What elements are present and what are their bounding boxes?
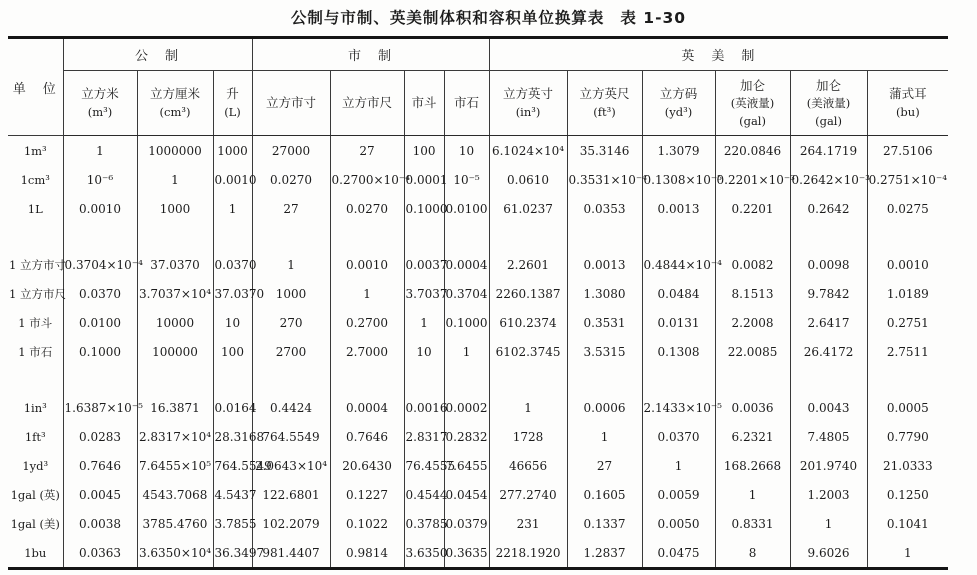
table-row: [8, 279, 948, 308]
table-cell: 10: [213, 308, 252, 337]
table-cell: 0.3531×10⁻⁴: [567, 165, 642, 194]
spacer-cell: [642, 223, 715, 250]
table-cell: 1.3079: [642, 136, 715, 166]
spacer-cell: [444, 366, 489, 393]
table-cell: 0.3704×10⁻⁴: [63, 250, 137, 279]
table-cell: 610.2374: [489, 308, 567, 337]
table-cell: 0.1022: [330, 509, 404, 538]
table-cell: 3785.4760: [137, 509, 213, 538]
table-cell: 1000: [137, 194, 213, 223]
table-cell: 37.0370: [137, 250, 213, 279]
table-cell: 0.4544: [404, 480, 444, 509]
table-cell: 0.1605: [567, 480, 642, 509]
table-cell: 0.1227: [330, 480, 404, 509]
spacer-cell: [567, 366, 642, 393]
table-cell: 4543.7068: [137, 480, 213, 509]
table-cell: 270: [252, 308, 330, 337]
table-cell: 0.3635: [444, 538, 489, 569]
table-cell: 0.2700×10⁻⁴: [330, 165, 404, 194]
table-cell: 0.4844×10⁻⁴: [642, 250, 715, 279]
table-cell: 2.2601: [489, 250, 567, 279]
table-cell: 1.0189: [867, 279, 948, 308]
column-header-5: 市斗: [404, 71, 444, 136]
table-cell: 27: [330, 136, 404, 166]
table-cell: 0.0045: [63, 480, 137, 509]
table-cell: 220.0846: [715, 136, 790, 166]
table-cell: 0.7646: [63, 451, 137, 480]
table-cell: 764.5549: [213, 451, 252, 480]
table-cell: 2.8317×10⁴: [137, 422, 213, 451]
table-cell: 0.0379: [444, 509, 489, 538]
table-cell: 0.3531: [567, 308, 642, 337]
spacer-cell: [867, 223, 948, 250]
conversion-table: [8, 36, 948, 570]
table-cell: 3.7037×10⁴: [137, 279, 213, 308]
table-cell: 7.6455×10⁵: [137, 451, 213, 480]
table-cell: 201.9740: [790, 451, 867, 480]
table-cell: 0.0010: [867, 250, 948, 279]
table-cell: 0.0005: [867, 393, 948, 422]
row-label: 1 立方市寸: [9, 257, 66, 272]
table-cell: 2.7511: [867, 337, 948, 366]
table-cell: 9.7842: [790, 279, 867, 308]
table-body: [8, 136, 948, 569]
table-cell: 100: [404, 136, 444, 166]
table-cell: 0.0283: [63, 422, 137, 451]
table-cell: 21.0333: [867, 451, 948, 480]
spacer-cell: [330, 366, 404, 393]
table-cell: 1: [567, 422, 642, 451]
table-cell: 1: [790, 509, 867, 538]
table-cell: 3.5315: [567, 337, 642, 366]
table-cell: 0.8331: [715, 509, 790, 538]
column-header-10: 加仑 (英液量) (gal): [715, 71, 790, 136]
table-cell: 2.7000: [330, 337, 404, 366]
table-cell: 0.2700: [330, 308, 404, 337]
table-cell: 0.0370: [63, 279, 137, 308]
row-label: 1bu: [24, 545, 47, 560]
table-cell: 0.0475: [642, 538, 715, 569]
table-cell: 2218.1920: [489, 538, 567, 569]
table-cell: 0.4424: [252, 393, 330, 422]
column-header-11: 加仑 (美液量) (gal): [790, 71, 867, 136]
table-cell: 0.0454: [444, 480, 489, 509]
table-row: [8, 538, 948, 569]
table-cell: 1: [404, 308, 444, 337]
table-cell: 981.4407: [252, 538, 330, 569]
table-cell: 0.0100: [444, 194, 489, 223]
table-cell: 0.2201×10⁻³: [715, 165, 790, 194]
spacer-cell: [489, 366, 567, 393]
page-title: [0, 0, 977, 28]
table-cell: 6.2321: [715, 422, 790, 451]
table-cell: 0.0013: [642, 194, 715, 223]
table-cell: 231: [489, 509, 567, 538]
row-label: 1 市斗: [18, 315, 53, 330]
table-cell: 0.0038: [63, 509, 137, 538]
table-cell: 0.2751: [867, 308, 948, 337]
table-cell: 7.4805: [790, 422, 867, 451]
table-cell: 1000: [252, 279, 330, 308]
table-cell: 0.0164: [213, 393, 252, 422]
group-header-2: 英 美 制: [489, 38, 948, 71]
spacer-cell: [252, 366, 330, 393]
spacer-cell: [8, 223, 63, 250]
table-cell: 8: [715, 538, 790, 569]
header-group-row: [8, 38, 948, 71]
table-row: [8, 337, 948, 366]
table-cell: 0.9814: [330, 538, 404, 569]
row-label: 1yd³: [22, 458, 49, 473]
table-cell: 28.3168: [213, 422, 252, 451]
table-cell: 1: [63, 136, 137, 166]
row-label: 1gal (英): [10, 487, 60, 502]
table-cell: 122.6801: [252, 480, 330, 509]
spacer-cell: [330, 223, 404, 250]
table-cell: 0.2832: [444, 422, 489, 451]
table-cell: 0.0010: [213, 165, 252, 194]
table-row: [8, 250, 948, 279]
table-cell: 764.5549: [252, 422, 330, 451]
column-header-7: 立方英寸 (in³): [489, 71, 567, 136]
table-row: [8, 451, 948, 480]
table-cell: 0.0484: [642, 279, 715, 308]
table-cell: 0.1041: [867, 509, 948, 538]
row-label: 1gal (美): [10, 516, 60, 531]
spacer-cell: [137, 223, 213, 250]
spacer-cell: [8, 366, 63, 393]
table-cell: 2.2008: [715, 308, 790, 337]
table-cell: 4.5437: [213, 480, 252, 509]
unit-corner-header: 单 位: [8, 38, 63, 136]
table-head: [8, 38, 948, 136]
table-cell: 1.3080: [567, 279, 642, 308]
row-label: 1 市石: [18, 344, 53, 359]
table-cell: 1: [252, 250, 330, 279]
table-cell: 46656: [489, 451, 567, 480]
table-cell: 277.2740: [489, 480, 567, 509]
table-cell: 0.2751×10⁻⁴: [867, 165, 948, 194]
table-row: [8, 422, 948, 451]
table-cell: 2.1433×10⁻⁵: [642, 393, 715, 422]
table-cell: 0.0353: [567, 194, 642, 223]
column-header-0: 立方米 (m³): [63, 71, 137, 136]
table-cell: 100000: [137, 337, 213, 366]
column-header-12: 蒲式耳 (bu): [867, 71, 948, 136]
table-cell: 0.0043: [790, 393, 867, 422]
table-cell: 0.0098: [790, 250, 867, 279]
table-cell: 0.0610: [489, 165, 567, 194]
table-row: [8, 165, 948, 194]
table-cell: 1.2837: [567, 538, 642, 569]
table-cell: 20.6430: [330, 451, 404, 480]
table-cell: 3.6350×10⁴: [137, 538, 213, 569]
table-cell: 36.3497: [213, 538, 252, 569]
table-cell: 6.1024×10⁴: [489, 136, 567, 166]
table-cell: 0.2642: [790, 194, 867, 223]
table-cell: 2.0643×10⁴: [252, 451, 330, 480]
table-cell: 1: [642, 451, 715, 480]
table-cell: 22.0085: [715, 337, 790, 366]
table-cell: 2.6417: [790, 308, 867, 337]
table-cell: 35.3146: [567, 136, 642, 166]
row-label: 1 立方市尺: [9, 286, 66, 301]
table-cell: 1.2003: [790, 480, 867, 509]
table-cell: 0.0016: [404, 393, 444, 422]
spacer-cell: [642, 366, 715, 393]
spacer-cell: [213, 366, 252, 393]
column-header-4: 立方市尺: [330, 71, 404, 136]
table-cell: 0.3704: [444, 279, 489, 308]
table-cell: 0.0013: [567, 250, 642, 279]
table-number: 表 1-30: [620, 9, 687, 27]
table-cell: 0.0059: [642, 480, 715, 509]
spacer-cell: [63, 223, 137, 250]
spacer-cell: [790, 223, 867, 250]
table-cell: 0.1308×10⁻⁵: [642, 165, 715, 194]
column-header-2: 升 (L): [213, 71, 252, 136]
table-cell: 0.0010: [63, 194, 137, 223]
table-cell: 8.1513: [715, 279, 790, 308]
table-cell: 100: [213, 337, 252, 366]
table-cell: 0.0131: [642, 308, 715, 337]
row-label: 1m³: [23, 143, 47, 158]
spacer-cell: [489, 223, 567, 250]
spacer-cell: [715, 366, 790, 393]
table-cell: 1: [444, 337, 489, 366]
table-cell: 0.0275: [867, 194, 948, 223]
table-cell: 1.6387×10⁻⁵: [63, 393, 137, 422]
header-column-row: [8, 71, 948, 136]
table-cell: 3.7855: [213, 509, 252, 538]
row-label: 1in³: [23, 400, 47, 415]
table-cell: 1: [137, 165, 213, 194]
spacer-row: [8, 366, 948, 393]
table-cell: 0.0270: [330, 194, 404, 223]
table-cell: 0.1337: [567, 509, 642, 538]
table-cell: 0.3785: [404, 509, 444, 538]
row-label: 1ft³: [24, 429, 46, 444]
table-row: [8, 509, 948, 538]
table-row: [8, 194, 948, 223]
column-header-6: 市石: [444, 71, 489, 136]
table-cell: 0.0010: [330, 250, 404, 279]
table-cell: 6102.3745: [489, 337, 567, 366]
spacer-cell: [867, 366, 948, 393]
table-cell: 10: [444, 136, 489, 166]
table-cell: 0.1000: [404, 194, 444, 223]
table-cell: 0.0036: [715, 393, 790, 422]
group-header-1: 市 制: [252, 38, 489, 71]
column-header-9: 立方码 (yd³): [642, 71, 715, 136]
table-cell: 0.0006: [567, 393, 642, 422]
table-cell: 1: [330, 279, 404, 308]
table-cell: 27: [252, 194, 330, 223]
table-cell: 0.0050: [642, 509, 715, 538]
table-cell: 0.0004: [444, 250, 489, 279]
table-cell: 0.0363: [63, 538, 137, 569]
table-cell: 10000: [137, 308, 213, 337]
spacer-cell: [567, 223, 642, 250]
table-cell: 27000: [252, 136, 330, 166]
table-cell: 264.1719: [790, 136, 867, 166]
table-cell: 2260.1387: [489, 279, 567, 308]
column-header-1: 立方厘米 (cm³): [137, 71, 213, 136]
table-cell: 0.7790: [867, 422, 948, 451]
table-cell: 2700: [252, 337, 330, 366]
spacer-cell: [790, 366, 867, 393]
table-cell: 10⁻⁵: [444, 165, 489, 194]
table-title-text: 公制与市制、英美制体积和容积单位换算表: [290, 9, 605, 27]
table-cell: 0.0001: [404, 165, 444, 194]
table-cell: 0.1250: [867, 480, 948, 509]
table-cell: 10: [404, 337, 444, 366]
table-row: [8, 136, 948, 166]
table-cell: 0.0004: [330, 393, 404, 422]
table-row: [8, 393, 948, 422]
table-cell: 26.4172: [790, 337, 867, 366]
table-cell: 0.0270: [252, 165, 330, 194]
table-cell: 0.1000: [444, 308, 489, 337]
table-cell: 0.2642×10⁻³: [790, 165, 867, 194]
table-cell: 102.2079: [252, 509, 330, 538]
table-cell: 0.0370: [642, 422, 715, 451]
table-cell: 27.5106: [867, 136, 948, 166]
table-row: [8, 480, 948, 509]
table-cell: 0.0100: [63, 308, 137, 337]
table-cell: 27: [567, 451, 642, 480]
spacer-cell: [137, 366, 213, 393]
table-cell: 0.7646: [330, 422, 404, 451]
table-cell: 0.0037: [404, 250, 444, 279]
spacer-cell: [404, 223, 444, 250]
row-label: 1cm³: [20, 172, 50, 187]
table-cell: 1: [213, 194, 252, 223]
table-cell: 1000: [213, 136, 252, 166]
table-cell: 0.0082: [715, 250, 790, 279]
table-cell: 1000000: [137, 136, 213, 166]
table-cell: 9.6026: [790, 538, 867, 569]
table-cell: 3.6350: [404, 538, 444, 569]
table-cell: 1728: [489, 422, 567, 451]
spacer-cell: [404, 366, 444, 393]
table-cell: 0.2201: [715, 194, 790, 223]
table-cell: 16.3871: [137, 393, 213, 422]
table-cell: 1: [867, 538, 948, 569]
spacer-row: [8, 223, 948, 250]
group-header-0: 公 制: [63, 38, 252, 71]
spacer-cell: [715, 223, 790, 250]
table-cell: 0.1000: [63, 337, 137, 366]
row-label: 1L: [27, 201, 43, 216]
table-cell: 1: [715, 480, 790, 509]
table-cell: 0.1308: [642, 337, 715, 366]
table-cell: 76.4555: [404, 451, 444, 480]
table-cell: 3.7037: [404, 279, 444, 308]
column-header-8: 立方英尺 (ft³): [567, 71, 642, 136]
table-row: [8, 308, 948, 337]
table-cell: 0.0370: [213, 250, 252, 279]
table-cell: 10⁻⁶: [63, 165, 137, 194]
column-header-3: 立方市寸: [252, 71, 330, 136]
spacer-cell: [213, 223, 252, 250]
spacer-cell: [444, 223, 489, 250]
spacer-cell: [252, 223, 330, 250]
table-cell: 1: [489, 393, 567, 422]
table-cell: 37.0370: [213, 279, 252, 308]
table-cell: 0.0002: [444, 393, 489, 422]
table-cell: 168.2668: [715, 451, 790, 480]
table-cell: 61.0237: [489, 194, 567, 223]
spacer-cell: [63, 366, 137, 393]
table-cell: 7.6455: [444, 451, 489, 480]
table-cell: 2.8317: [404, 422, 444, 451]
